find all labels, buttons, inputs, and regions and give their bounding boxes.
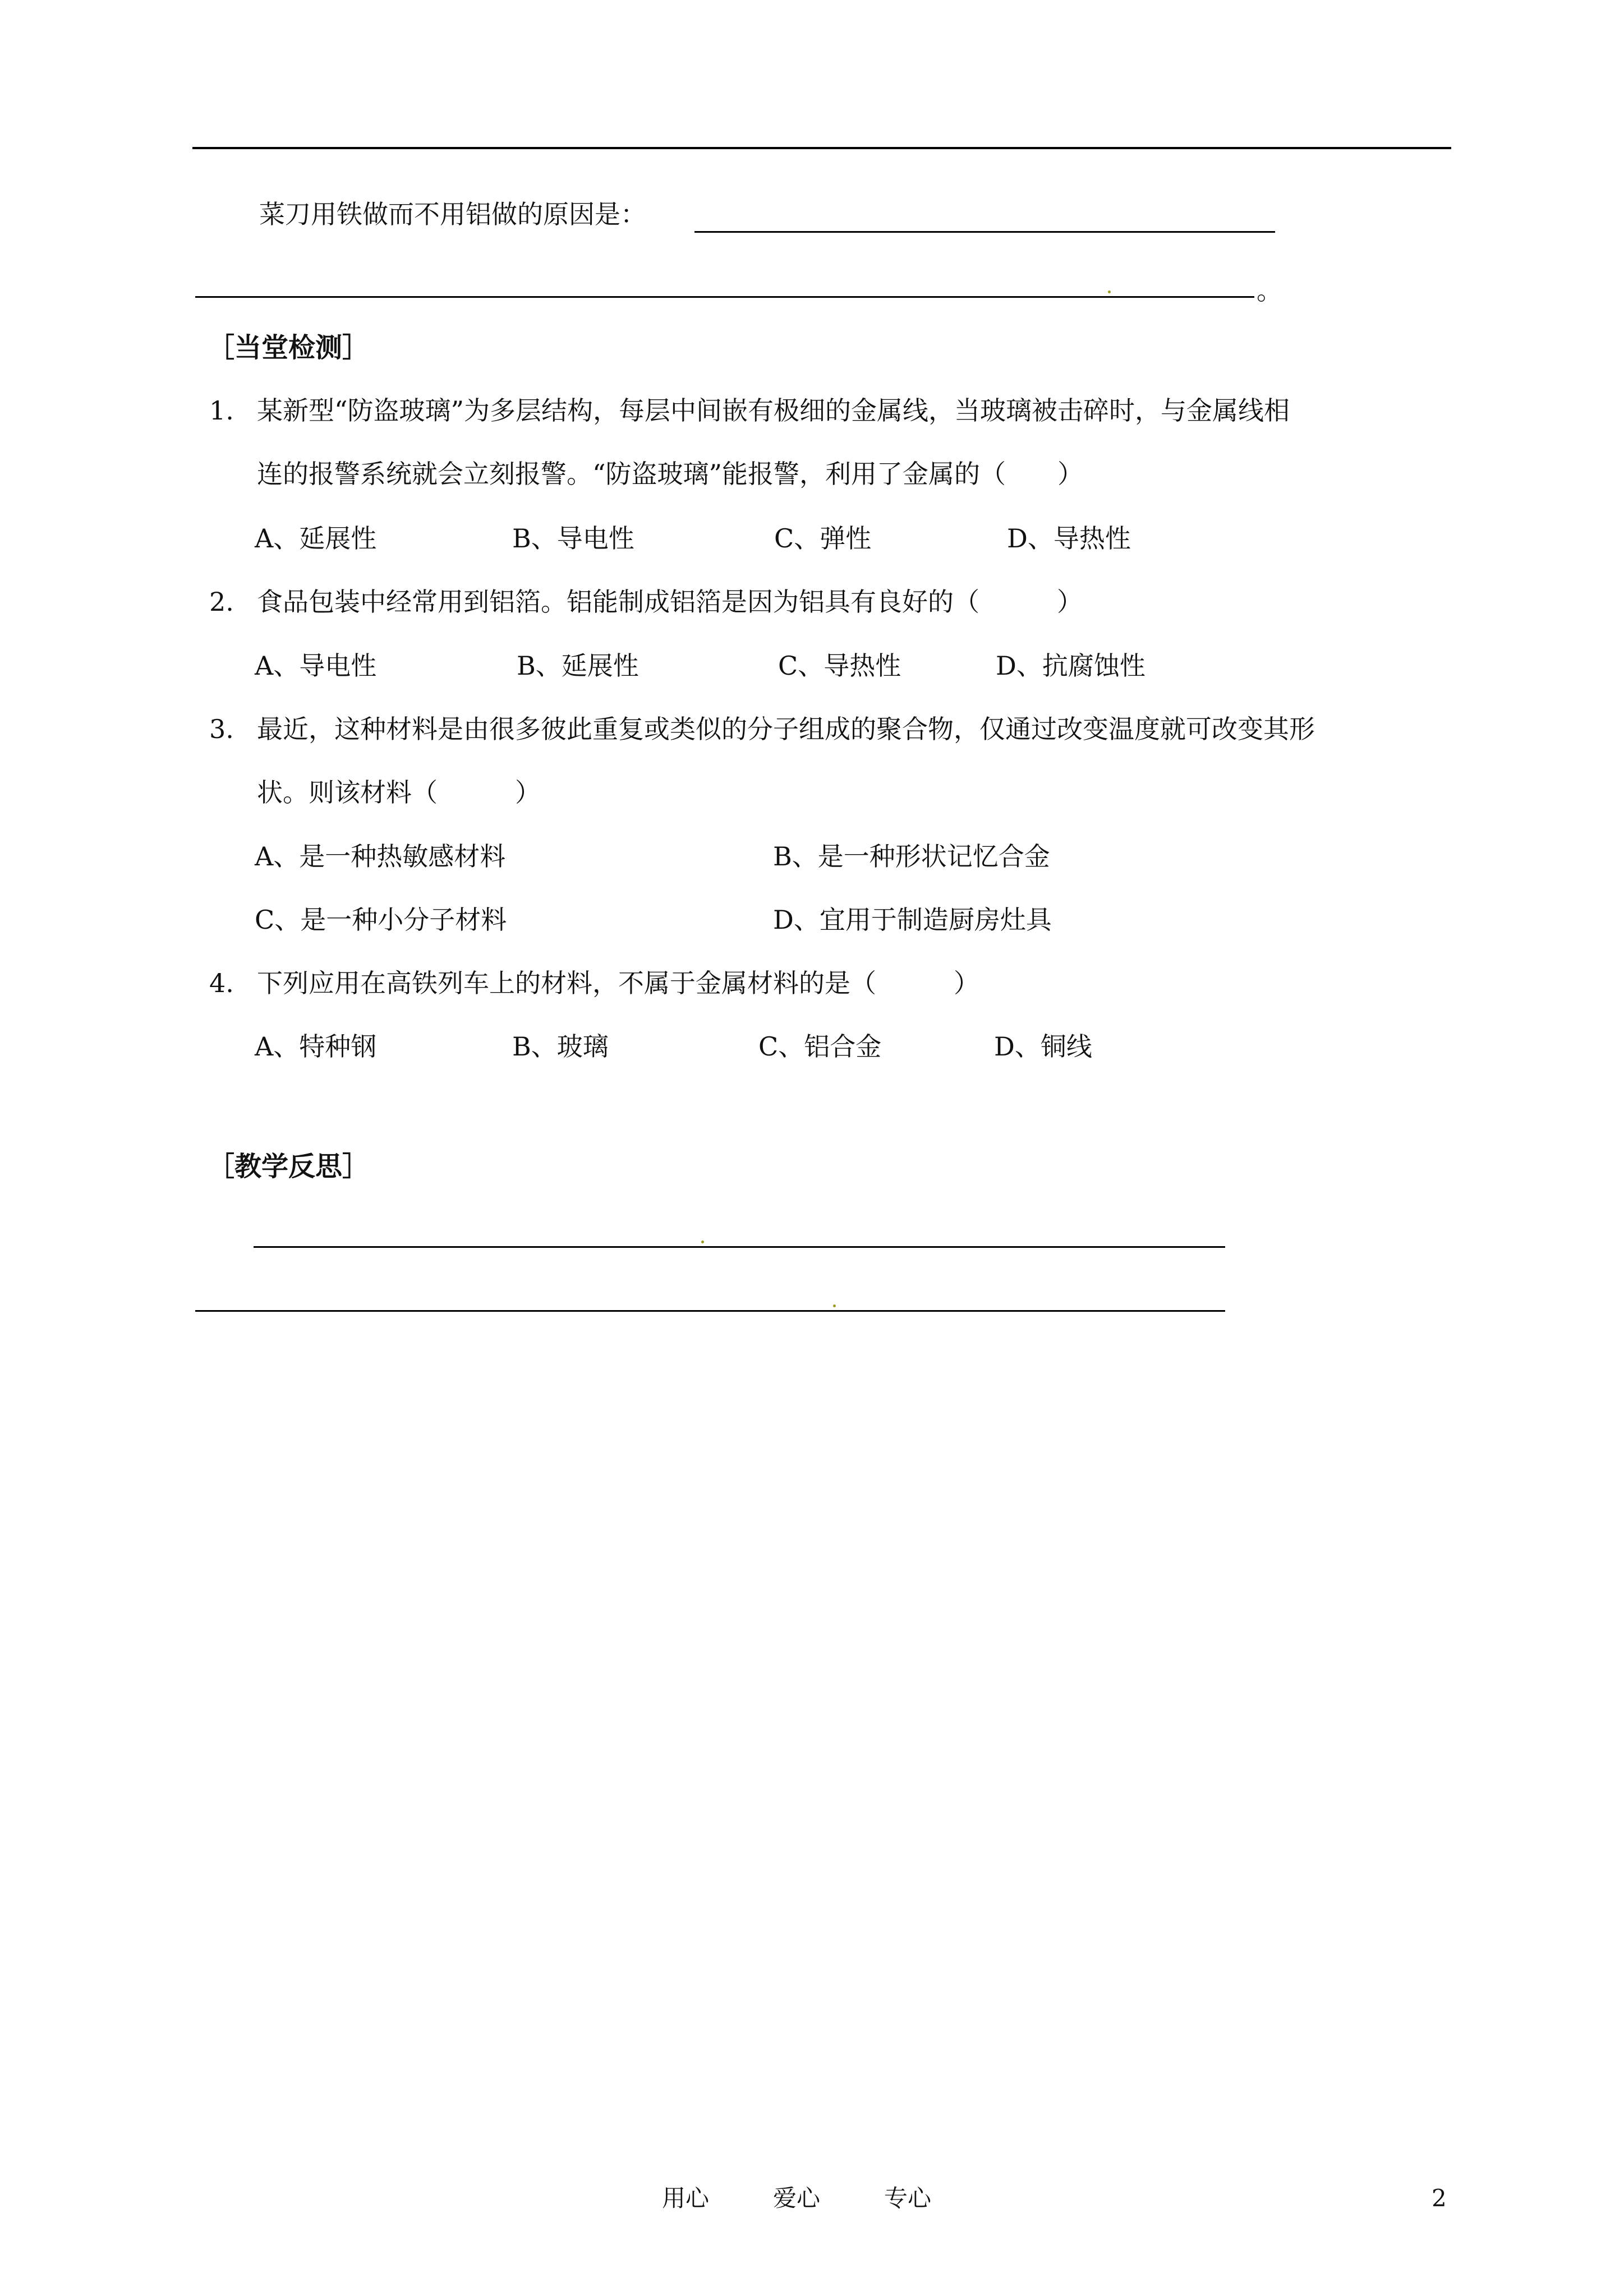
header-rule	[192, 147, 1451, 149]
option: A、导电性	[255, 651, 377, 681]
speck	[701, 1241, 704, 1243]
reflection-line	[254, 1246, 1225, 1248]
question-text: 下列应用在高铁列车上的材料，不属于金属材料的是（ ）	[257, 968, 979, 998]
reflection-line	[195, 1310, 1225, 1312]
footer-motto: 专心	[884, 2184, 932, 2212]
question-number: 1.	[209, 395, 234, 426]
option: B、是一种形状记忆合金	[773, 841, 1050, 872]
end-mark: 。	[1257, 275, 1282, 306]
section-title-reflection: ［教学反思］	[208, 1151, 370, 1182]
question-number: 4.	[209, 968, 234, 998]
question-number: 3.	[209, 714, 234, 744]
intro-sentence: 菜刀用铁做而不用铝做的原因是：	[259, 199, 646, 229]
speck	[1108, 291, 1111, 293]
question-text: 食品包装中经常用到铝箔。铝能制成铝箔是因为铝具有良好的（ ）	[257, 587, 1083, 617]
answer-line	[195, 296, 1254, 298]
question-text: 最近，这种材料是由很多彼此重复或类似的分子组成的聚合物，仅通过改变温度就可改变其形	[257, 714, 1315, 744]
option: C、弹性	[774, 523, 872, 554]
section-title-test: ［当堂检测］	[208, 332, 370, 363]
option: D、铜线	[994, 1031, 1092, 1062]
option: A、特种钢	[255, 1031, 377, 1062]
option: B、导电性	[512, 523, 634, 554]
question-text: 某新型“防盗玻璃”为多层结构，每层中间嵌有极细的金属线，当玻璃被击碎时，与金属线相	[257, 395, 1290, 426]
answer-line	[694, 231, 1275, 233]
option: D、抗腐蚀性	[996, 651, 1145, 681]
page-number: 2	[1432, 2184, 1447, 2212]
question-number: 2.	[209, 587, 234, 617]
option: B、玻璃	[512, 1031, 609, 1062]
speck	[833, 1304, 836, 1307]
option: C、导热性	[778, 651, 901, 681]
footer-motto: 爱心	[773, 2184, 821, 2212]
option: D、导热性	[1007, 523, 1131, 554]
option: A、是一种热敏感材料	[255, 841, 506, 872]
question-text: 状。则该材料（ ）	[257, 777, 541, 808]
option: C、是一种小分子材料	[255, 905, 507, 935]
option: B、延展性	[517, 651, 639, 681]
option: D、宜用于制造厨房灶具	[773, 905, 1052, 935]
footer-motto: 用心	[662, 2184, 710, 2212]
option: C、铝合金	[758, 1031, 882, 1062]
question-text: 连的报警系统就会立刻报警。“防盗玻璃”能报警，利用了金属的（ ）	[257, 459, 1084, 489]
option: A、延展性	[255, 523, 377, 554]
